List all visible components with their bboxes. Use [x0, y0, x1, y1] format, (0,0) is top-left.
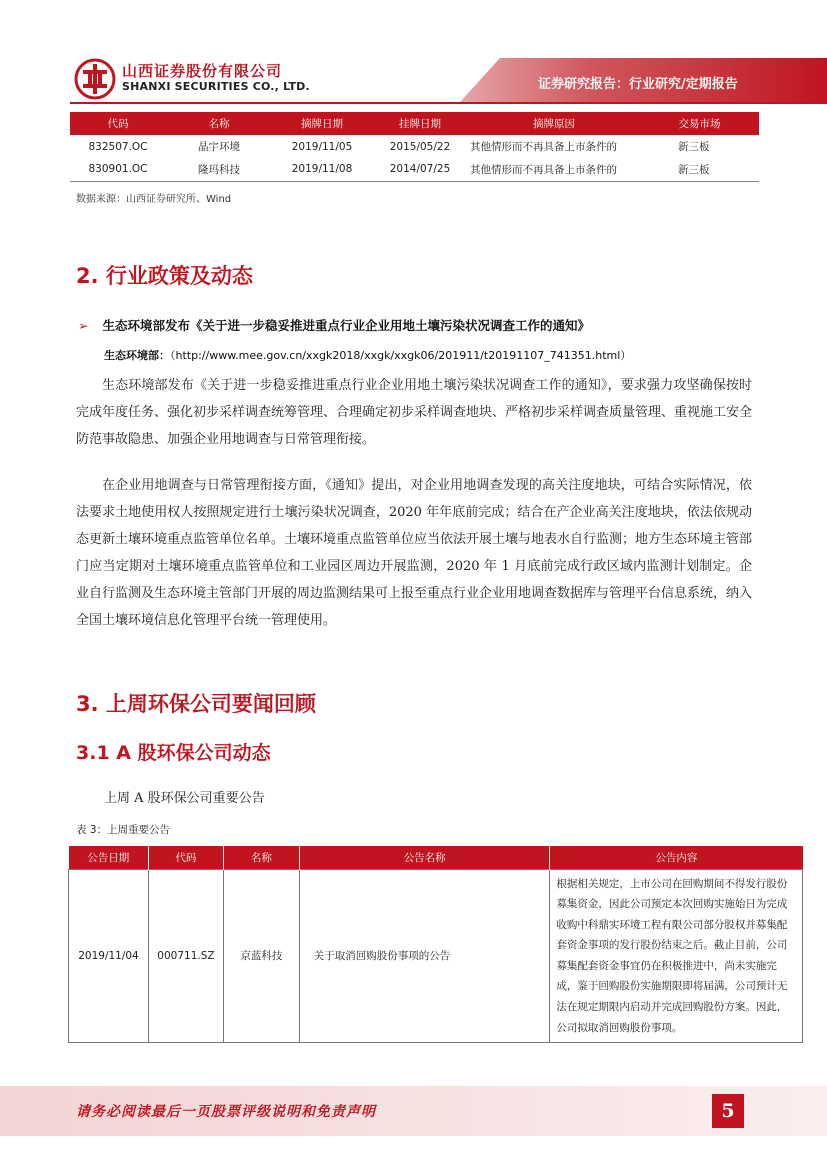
- paragraph: 生态环境部发布《关于进一步稳妥推进重点行业企业用地土壤污染状况调查工作的通知》，要求强力攻坚确保按时完成年度任务、强化初步采样调查统筹管理、合理确定初步采样调查地块、严格初步采样调查质量管理、重视施工安全防范事故隐患、加强企业用地调查与日常管理衔接。: [76, 378, 753, 447]
- subsection-heading: 3.1 A 股环保公司动态: [76, 742, 271, 764]
- table-row: [69, 869, 803, 1043]
- table-title: 表 3：上周重要公告: [76, 824, 171, 836]
- column-header: 公告日期: [69, 846, 149, 869]
- company-name-en: SHANXI SECURITIES CO., LTD.: [122, 80, 310, 93]
- table-cell: 其他情形而不再具备上市条件的: [470, 141, 617, 153]
- disclaimer-notice: 请务必阅读最后一页股票评级说明和免责声明: [76, 1104, 376, 1120]
- data-source-note: 数据来源：山西证券研究所、Wind: [76, 194, 232, 205]
- section-heading: 2. 行业政策及动态: [76, 264, 253, 288]
- intro-text: 上周 A 股环保公司重要公告: [104, 791, 265, 806]
- bullet-title: 生态环境部发布《关于进一步稳妥推进重点行业企业用地土壤污染状况调查工作的通知》: [102, 318, 590, 333]
- table-cell: 隆玛科技: [166, 158, 272, 181]
- table-row: [70, 158, 759, 181]
- column-header: 公告内容: [550, 846, 803, 869]
- header-divider: [70, 102, 827, 104]
- report-type: 证券研究报告：行业研究/定期报告: [538, 77, 738, 92]
- company-name-cn: 山西证券股份有限公司: [122, 62, 283, 80]
- table-cell: 830901.OC: [70, 158, 166, 181]
- column-header: 摘牌原因: [468, 112, 640, 135]
- table-cell: 其他情形而不再具备上市条件的: [468, 158, 640, 181]
- table-cell-code: 000711.SZ: [148, 869, 223, 1043]
- page-header: [0, 0, 827, 110]
- table-header-row: [69, 846, 803, 869]
- arrow-bullet-icon: ➢: [78, 318, 89, 333]
- table-cell-name: 京蓝科技: [223, 869, 299, 1043]
- column-header: 名称: [223, 846, 299, 869]
- table-cell: 2019/11/05: [291, 140, 353, 153]
- bullet-item: [78, 316, 590, 334]
- table-header-row: [70, 112, 759, 135]
- table-cell: 新三板: [678, 141, 710, 153]
- column-header: 名称: [166, 112, 272, 135]
- table-cell: 2019/11/08: [272, 158, 372, 181]
- section-heading: 3. 上周环保公司要闻回顾: [76, 692, 316, 716]
- policy-source: [104, 347, 631, 363]
- column-header: 代码: [70, 112, 166, 135]
- table-cell-title: 关于取消回购股份事项的公告: [299, 869, 550, 1043]
- table-cell-date: 2019/11/04: [69, 869, 149, 1043]
- column-header: 交易市场: [640, 112, 759, 135]
- table-cell: 晶宇环境: [198, 141, 240, 153]
- announcements-table: [68, 846, 803, 1043]
- page-number: 5: [712, 1094, 744, 1128]
- table-row: [70, 135, 759, 158]
- table-cell: 2014/07/25: [372, 158, 468, 181]
- table-cell-content: 根据相关规定，上市公司在回购期间不得发行股份募集资金，因此公司预定本次回购实施始日为完成收购中科鼎实环境工程有限公司部分股权并募集配套资金事项的发行股份结束之后。截止目前，公司募集配套资金事宜仍在积极推进中，尚未实施完成，鉴于回购股份实施期限即将届满，公司预计无法在规定期限内启动并完成回购股份方案。因此，公司拟取消回购股份事项。: [550, 869, 803, 1043]
- delisting-table: [70, 112, 759, 182]
- column-header: 公告名称: [299, 846, 550, 869]
- column-header: 代码: [148, 846, 223, 869]
- source-url: （http://www.mee.gov.cn/xxgk2018/xxgk/xxgk06/201911/t20191107_741351.html）: [170, 349, 632, 362]
- table-cell: 832507.OC: [88, 140, 148, 153]
- column-header: 挂牌日期: [372, 112, 468, 135]
- table-cell: 新三板: [640, 158, 759, 181]
- paragraph: 在企业用地调查与日常管理衔接方面，《通知》提出，对企业用地调查发现的高关注度地块，可结合实际情况，依法要求土地使用权人按照规定进行土壤污染状况调查，2020 年年底前完成；结合在产企业高关注度地块，依法依规动态更新土壤环境重点监管单位名单。土壤环境重点监管单位应当依法开展土壤与地表水自行监测；地方生态环境主管部门应当定期对土壤环境重点监管单位和工业园区周边开展监测，2020 年 1 月底前完成行政区域内监测计划制定。企业自行监测及生态环境主管部门开展的周边监测结果可上报至重点行业企业用地调查数据库与管理平台信息系统，纳入全国土壤环境信息化管理平台统一管理使用。: [76, 478, 753, 628]
- company-logo-icon: [74, 58, 116, 100]
- column-header: 摘牌日期: [272, 112, 372, 135]
- table-cell: 2015/05/22: [389, 140, 451, 153]
- source-label: 生态环境部：: [104, 349, 170, 362]
